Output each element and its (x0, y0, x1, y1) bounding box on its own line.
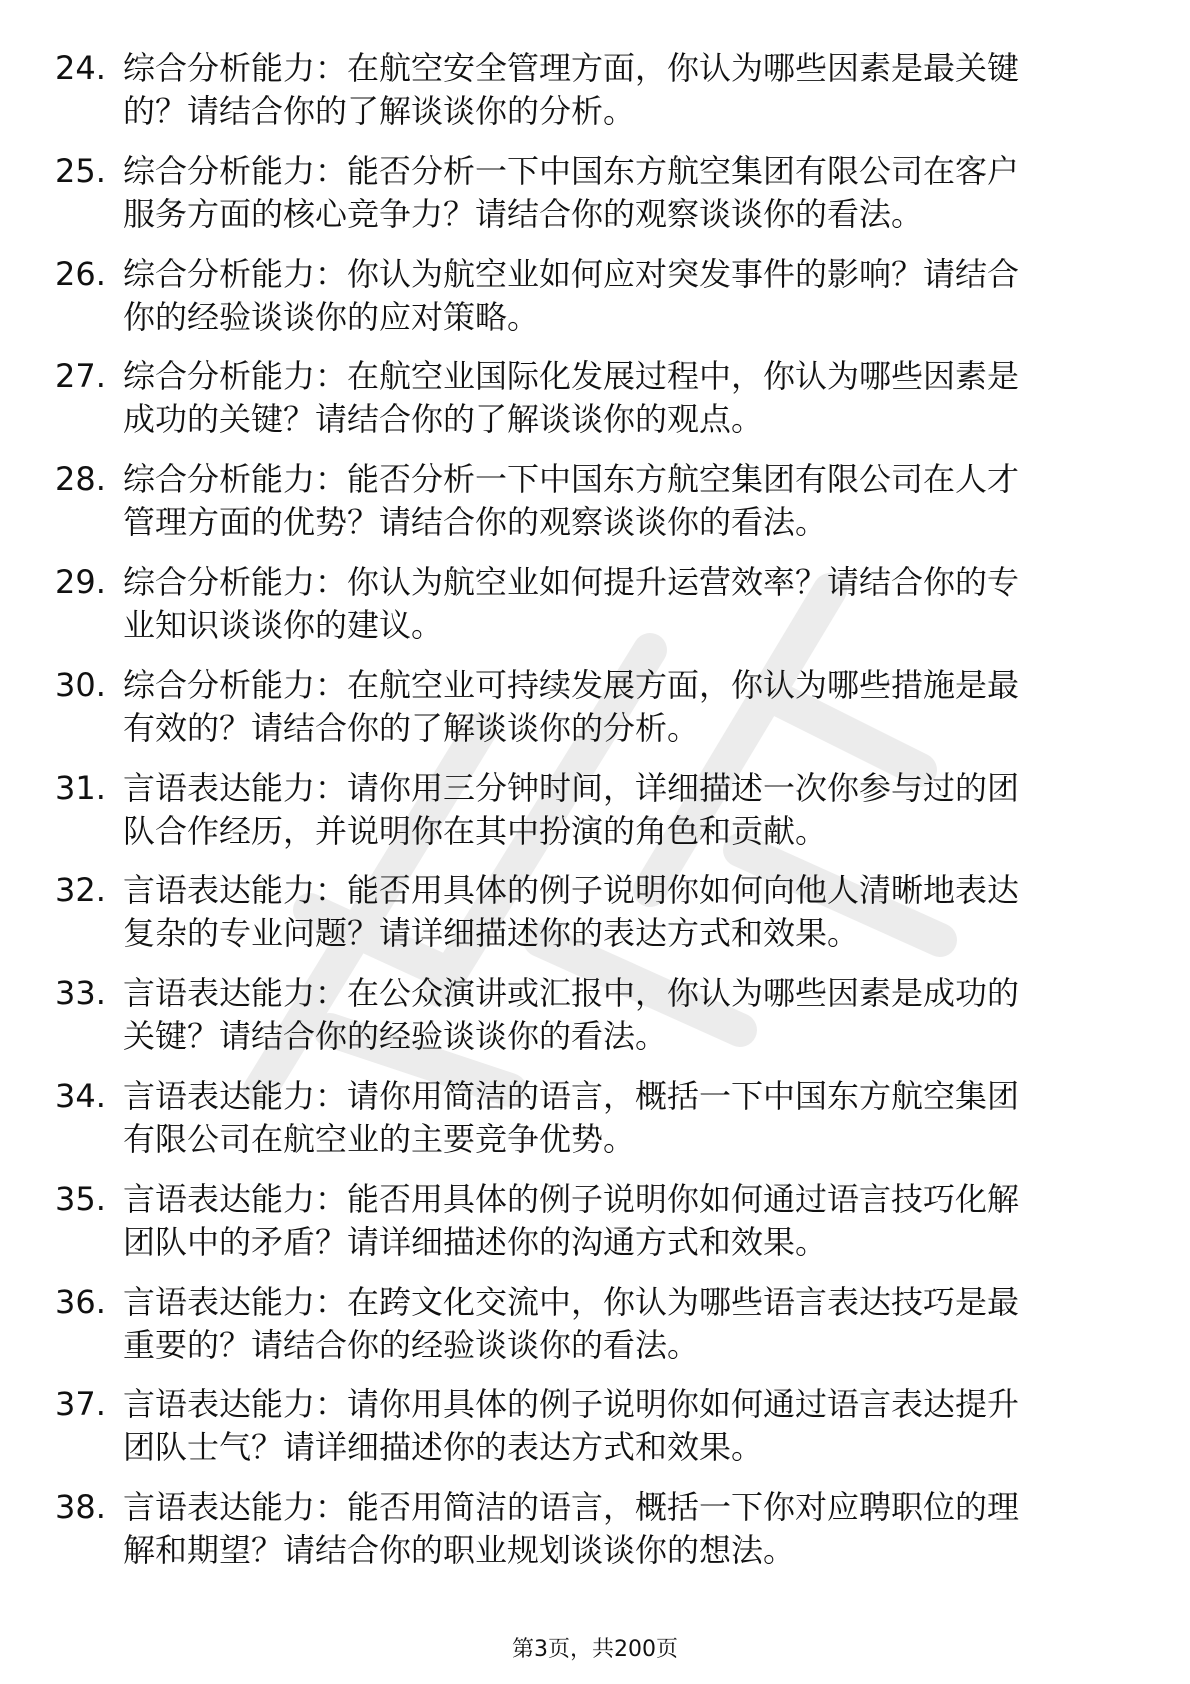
question-item (0, 869, 1190, 972)
question-text (123, 869, 1123, 955)
question-line: 队合作经历，并说明你在其中扮演的角色和贡献。 (123, 811, 828, 850)
question-text (123, 1281, 1123, 1367)
question-number: 32. (55, 871, 106, 910)
question-line: 服务方面的核心竞争力？请结合你的观察谈谈你的看法。 (123, 194, 924, 233)
question-item (0, 561, 1190, 664)
question-line: 综合分析能力：你认为航空业如何提升运营效率？请结合你的专 (123, 562, 1020, 601)
question-line: 言语表达能力：能否用简洁的语言，概括一下你对应聘职位的理 (123, 1488, 1020, 1527)
question-text (123, 458, 1123, 544)
question-line: 言语表达能力：能否用具体的例子说明你如何向他人清晰地表达 (123, 871, 1020, 910)
question-text (123, 1383, 1123, 1469)
question-text (123, 972, 1123, 1058)
question-line: 言语表达能力：请你用简洁的语言，概括一下中国东方航空集团 (123, 1076, 1020, 1115)
question-line: 管理方面的优势？请结合你的观察谈谈你的看法。 (123, 503, 828, 542)
question-item (0, 767, 1190, 870)
question-number: 24. (55, 49, 106, 87)
question-line: 言语表达能力：在公众演讲或汇报中，你认为哪些因素是成功的 (123, 974, 1020, 1013)
question-item (0, 1075, 1190, 1178)
question-item (0, 664, 1190, 767)
question-list (0, 47, 1190, 1589)
question-number: 27. (55, 357, 106, 396)
question-line: 言语表达能力：请你用三分钟时间，详细描述一次你参与过的团 (123, 768, 1020, 807)
question-line: 综合分析能力：你认为航空业如何应对突发事件的影响？请结合 (123, 254, 1020, 293)
question-line: 关键？请结合你的经验谈谈你的看法。 (123, 1017, 668, 1056)
question-item (0, 253, 1190, 356)
question-line: 言语表达能力：能否用具体的例子说明你如何通过语言技巧化解 (123, 1179, 1020, 1218)
question-text (123, 150, 1123, 236)
question-text (123, 1486, 1123, 1572)
question-number: 30. (55, 665, 106, 704)
question-number: 26. (55, 254, 106, 293)
question-number: 38. (55, 1488, 106, 1527)
question-line: 成功的关键？请结合你的了解谈谈你的观点。 (123, 400, 764, 439)
question-line: 言语表达能力：在跨文化交流中，你认为哪些语言表达技巧是最 (123, 1282, 1020, 1321)
question-line: 综合分析能力：在航空安全管理方面，你认为哪些因素是最关键 (123, 49, 1020, 87)
question-line: 团队中的矛盾？请详细描述你的沟通方式和效果。 (123, 1222, 828, 1261)
question-item (0, 1486, 1190, 1589)
question-number: 25. (55, 151, 106, 190)
question-item (0, 972, 1190, 1075)
page-number-footer: 第3页，共200页 (512, 1637, 678, 1662)
question-line: 言语表达能力：请你用具体的例子说明你如何通过语言表达提升 (123, 1385, 1020, 1424)
question-item (0, 458, 1190, 561)
question-line: 有效的？请结合你的了解谈谈你的分析。 (123, 708, 700, 747)
question-number: 28. (55, 460, 106, 499)
question-line: 综合分析能力：在航空业国际化发展过程中，你认为哪些因素是 (123, 357, 1020, 396)
question-item (0, 1281, 1190, 1384)
question-line: 的？请结合你的了解谈谈你的分析。 (123, 92, 636, 130)
question-item (0, 1383, 1190, 1486)
question-text (123, 664, 1123, 750)
question-line: 团队士气？请详细描述你的表达方式和效果。 (123, 1428, 764, 1467)
question-line: 综合分析能力：在航空业可持续发展方面，你认为哪些措施是最 (123, 665, 1020, 704)
question-text (123, 767, 1123, 853)
question-text (123, 47, 1123, 133)
question-item (0, 1178, 1190, 1281)
question-line: 重要的？请结合你的经验谈谈你的看法。 (123, 1325, 700, 1364)
question-number: 35. (55, 1179, 106, 1218)
question-line: 综合分析能力：能否分析一下中国东方航空集团有限公司在客户 (123, 151, 1020, 190)
question-line: 复杂的专业问题？请详细描述你的表达方式和效果。 (123, 914, 860, 953)
question-number: 34. (55, 1076, 106, 1115)
question-text (123, 1178, 1123, 1264)
question-number: 37. (55, 1385, 106, 1424)
question-line: 综合分析能力：能否分析一下中国东方航空集团有限公司在人才 (123, 460, 1020, 499)
question-number: 36. (55, 1282, 106, 1321)
question-line: 你的经验谈谈你的应对策略。 (123, 297, 540, 336)
question-text (123, 355, 1123, 441)
question-item (0, 47, 1190, 150)
question-text (123, 253, 1123, 339)
question-line: 有限公司在航空业的主要竞争优势。 (123, 1119, 636, 1158)
question-line: 解和期望？请结合你的职业规划谈谈你的想法。 (123, 1531, 796, 1570)
question-text (123, 1075, 1123, 1161)
question-line: 业知识谈谈你的建议。 (123, 605, 444, 644)
question-number: 29. (55, 562, 106, 601)
question-item (0, 355, 1190, 458)
question-number: 31. (55, 768, 106, 807)
question-number: 33. (55, 974, 106, 1013)
question-item (0, 150, 1190, 253)
question-text (123, 561, 1123, 647)
